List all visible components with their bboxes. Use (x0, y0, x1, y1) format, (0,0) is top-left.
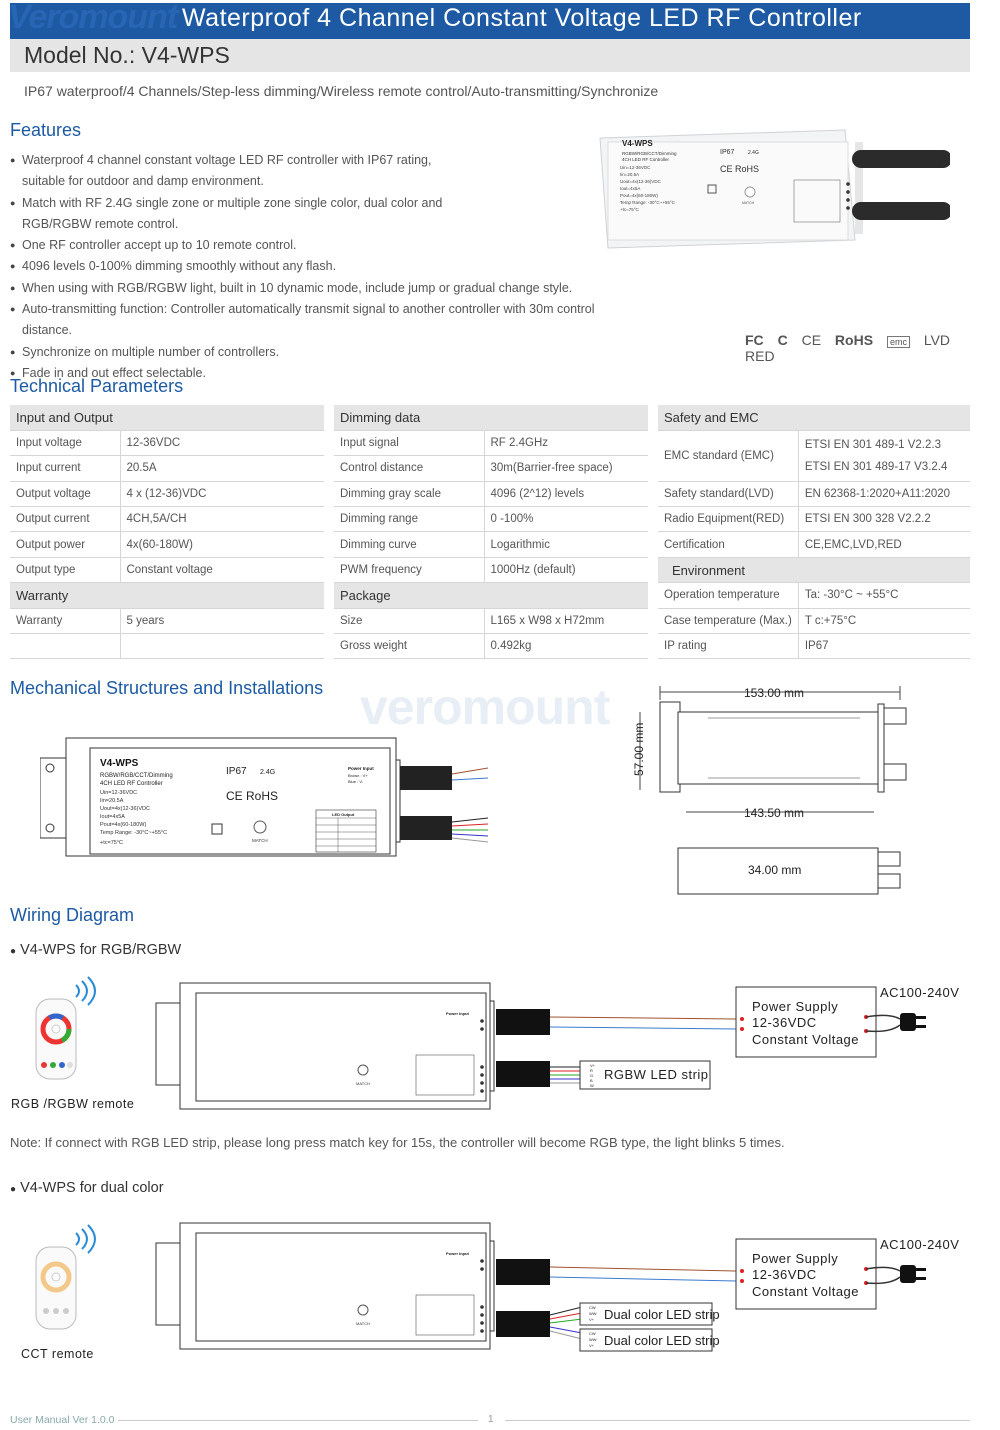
table-row (334, 608, 648, 633)
table-cell: Safety standard(LVD) (658, 481, 798, 506)
strip-pin: V+ (589, 1317, 595, 1322)
table-cell: Size (334, 608, 484, 633)
cct-remote-label: CCT remote (21, 1347, 94, 1361)
list-item: ● When using with RGB/RGBW light, built in 10 dynamic mode, include jump or gradual change style. (10, 278, 610, 299)
table-cell: Dimming curve (334, 532, 484, 557)
list-item: ● Waterproof 4 channel constant voltage LED RF controller with IP67 rating, (10, 150, 610, 171)
dimming-table (334, 405, 648, 659)
model-number: Model No.: V4-WPS (24, 42, 230, 68)
device-photo (590, 120, 950, 270)
wireless-icon (76, 977, 95, 1005)
table-cell: Ta: -30°C ~ +55°C (798, 583, 970, 608)
table-cell: 4096 (2^12) levels (484, 481, 648, 506)
power-cable (496, 1009, 550, 1035)
cert-marks (745, 332, 1000, 364)
table-cell: Input voltage (10, 430, 120, 455)
table-row (658, 507, 970, 532)
device-desc: RGBW/RGB/CCT/Dimming (622, 151, 677, 156)
table-row (658, 430, 970, 481)
table-cell: Radio Equipment(RED) (658, 507, 798, 532)
match-label: MATCH (356, 1081, 370, 1086)
device-spec: Uin=12-36VDC (100, 790, 138, 796)
device-spec: Iout=4x5A (100, 814, 125, 820)
table-cell: Warranty (10, 608, 120, 633)
table-cell: EN 62368-1:2020+A11:2020 (798, 481, 970, 506)
table-row (334, 507, 648, 532)
table-cell: Input current (10, 456, 120, 481)
cable-1 (852, 150, 950, 168)
list-item: RGB/RGBW remote control. (22, 216, 179, 231)
table-header: Safety and EMC (658, 405, 970, 430)
rgb-remote-label: RGB /RGBW remote (11, 1097, 135, 1111)
table-cell: Input signal (334, 430, 484, 455)
io-table (10, 405, 324, 659)
table-header: Dimming data (334, 405, 648, 430)
table-cell: 4CH,5A/CH (120, 507, 324, 532)
device-ip: IP67 (226, 766, 247, 777)
table-row (10, 634, 324, 659)
table-row (10, 507, 324, 532)
rgb-note: Note: If connect with RGB LED strip, please long press match key for 15s, the controller will become RGB type, the light blinks 5 times. (10, 1135, 785, 1150)
ps-line1: Power Supply (752, 1251, 839, 1266)
table-row (10, 557, 324, 582)
table-row (334, 557, 648, 582)
table-cell: 1000Hz (default) (484, 557, 648, 582)
table-cell: CE,EMC,LVD,RED (798, 532, 970, 557)
ce-mark: CE (801, 332, 822, 348)
match-label: MATCH (356, 1321, 370, 1326)
table-cell: 5 years (120, 608, 324, 633)
page-title: Waterproof 4 Channel Constant Voltage LED RF Controller (182, 4, 862, 32)
table-header: Package (334, 583, 648, 608)
table-cell: Output power (10, 532, 120, 557)
strip-pin: CW (589, 1305, 596, 1310)
list-item: ● Auto-transmitting function: Controller automatically transmit signal to another controller with 30m control distance. (10, 299, 610, 342)
rgbw-strip-label: RGBW LED strip (604, 1067, 709, 1082)
table-cell: Case temperature (Max.) (658, 608, 798, 633)
table-cell: Output current (10, 507, 120, 532)
device-spec: Uout=4x(12-36)VDC (100, 806, 150, 812)
table-row (658, 481, 970, 506)
table-cell: ETSI EN 300 328 V2.2.2 (798, 507, 970, 532)
cable-1 (400, 766, 452, 790)
table-cell: 30m(Barrier-free space) (484, 456, 648, 481)
features-list (10, 150, 610, 384)
table-cell: 4 x (12-36)VDC (120, 481, 324, 506)
ac-plug-icon (900, 1265, 916, 1283)
footer-version: User Manual Ver 1.0.0 (10, 1414, 115, 1426)
ps-line1: Power Supply (752, 999, 839, 1014)
device-spec: Temp Range: -30°C~+55°C (100, 830, 168, 836)
brand-logo: Veromount (8, 0, 178, 36)
footer-divider (118, 1420, 478, 1421)
list-item: suitable for outdoor and damp environment. (22, 174, 264, 189)
rgb-wiring-diagram (10, 975, 970, 1125)
ps-line3: Constant Voltage (752, 1032, 860, 1047)
table-row (10, 608, 324, 633)
dim-inner: 143.50 mm (744, 806, 805, 820)
emc-value: ETSI EN 301 489-1 V2.2.3 (804, 438, 941, 451)
device-spec: Pout=4x(60-180W) (100, 822, 147, 828)
dim-length: 153.00 mm (744, 686, 805, 700)
dim-depth: 34.00 mm (748, 863, 802, 877)
cable-2 (400, 816, 452, 840)
table-row (334, 481, 648, 506)
mech-front-drawing (40, 730, 500, 870)
list-item: ● Synchronize on multiple number of controllers. (10, 342, 610, 363)
device-freq: 2.4G (260, 769, 276, 776)
dual-wiring-title: ● V4-WPS for dual color (10, 1180, 164, 1196)
device-desc: RGBW/RGB/CCT/Dimming (100, 773, 173, 779)
ps-line2: 12-36VDC (752, 1015, 817, 1030)
device-spec: +tc=75°C (100, 840, 123, 846)
output-cable (496, 1061, 550, 1087)
table-row (334, 456, 648, 481)
match-button[interactable] (745, 187, 755, 197)
table-row (334, 532, 648, 557)
power-input-label: Power Input (348, 766, 374, 771)
match-button[interactable] (358, 1065, 368, 1075)
fc-mark: FC (745, 332, 764, 348)
device-desc: 4CH LED RF Controller (622, 157, 670, 162)
table-header: Input and Output (10, 405, 324, 430)
device-spec: Temp Range: -30°C~+55°C (620, 200, 675, 205)
tech-heading: Technical Parameters (10, 376, 184, 396)
page-number: 1 (488, 1414, 494, 1425)
list-item: ● Match with RF 2.4G single zone or multiple zone single color, dual color and (10, 193, 610, 214)
strip-pin: WW (589, 1337, 597, 1342)
device-spec: Iin=20.5A (620, 172, 640, 177)
watermark: veromount (360, 679, 610, 735)
match-button[interactable] (358, 1305, 368, 1315)
device-spec: Uin=12-36VDC (620, 165, 651, 170)
table-cell: Output voltage (10, 481, 120, 506)
wireless-icon (76, 1225, 95, 1253)
ce-rohs-mark: CE RoHS (226, 789, 279, 803)
dim-height: 57.00 mm (632, 722, 646, 776)
table-cell (798, 430, 970, 481)
table-row (10, 430, 324, 455)
ps-line2: 12-36VDC (752, 1267, 817, 1282)
table-cell: Control distance (334, 456, 484, 481)
table-cell: Dimming gray scale (334, 481, 484, 506)
table-row (658, 532, 970, 557)
rohs-mark: RoHS (834, 332, 874, 348)
rgb-wiring-title: ● V4-WPS for RGB/RGBW (10, 942, 182, 958)
list-item: ● 4096 levels 0-100% dimming smoothly without any flash. (10, 256, 610, 277)
table-row (658, 583, 970, 608)
led-output-label: LED Output (332, 812, 355, 817)
strip-pin: R (590, 1068, 593, 1073)
table-row (658, 634, 970, 659)
table-row (658, 608, 970, 633)
device-spec: +tc=75°C (620, 207, 639, 212)
table-cell: T c:+75°C (798, 608, 970, 633)
table-cell: 12-36VDC (120, 430, 324, 455)
ac-label: AC100-240V (880, 1237, 960, 1252)
cable-2 (852, 202, 950, 220)
device-spec: Iin=20.5A (100, 798, 124, 804)
c-mark: C (777, 332, 788, 348)
strip-pin: WW (589, 1311, 597, 1316)
dual-strip-label-2: Dual color LED strip (604, 1333, 720, 1348)
device-spec: Uout=4x(12-36)VDC (620, 179, 661, 184)
rgb-wiring-label: V4-WPS for RGB/RGBW (20, 942, 182, 958)
output-cable (496, 1311, 550, 1337)
dual-strip-label-1: Dual color LED strip (604, 1307, 720, 1322)
table-cell: IP rating (658, 634, 798, 659)
lvd-mark: LVD (923, 332, 951, 348)
emc-mark: emc (887, 336, 910, 348)
table-cell: 0.492kg (484, 634, 648, 659)
table-cell: EMC standard (EMC) (658, 430, 798, 481)
device-ip: IP67 (720, 149, 735, 156)
device-desc: 4CH LED RF Controller (100, 781, 163, 787)
brown-label: Brown : V+ (348, 773, 368, 778)
dual-wiring-label: V4-WPS for dual color (20, 1180, 164, 1196)
red-mark: RED (745, 348, 775, 364)
table-cell: Logarithmic (484, 532, 648, 557)
table-row (10, 532, 324, 557)
table-cell: RF 2.4GHz (484, 430, 648, 455)
table-cell: Output type (10, 557, 120, 582)
table-cell: Gross weight (334, 634, 484, 659)
wiring-heading: Wiring Diagram (10, 905, 135, 925)
ac-plug-icon (900, 1013, 916, 1031)
emc-value: ETSI EN 301 489-17 V3.2.4 (804, 460, 948, 473)
blue-label: Blue : V- (348, 779, 364, 784)
table-cell (120, 634, 324, 659)
table-header: Warranty (10, 583, 324, 608)
strip-pin: V+ (589, 1343, 595, 1348)
strip-pin: G (590, 1073, 594, 1078)
table-cell: IP67 (798, 634, 970, 659)
match-label: MATCH (742, 201, 755, 205)
strip-pin: V+ (590, 1063, 596, 1068)
table-row (10, 456, 324, 481)
strip-pin: W (590, 1083, 594, 1088)
power-input-label: Power Input (446, 1251, 469, 1256)
table-row (10, 481, 324, 506)
ps-line3: Constant Voltage (752, 1284, 860, 1299)
match-button[interactable] (254, 821, 266, 833)
footer-divider (505, 1420, 970, 1421)
ce-rohs-mark: CE RoHS (720, 164, 760, 174)
table-row (334, 634, 648, 659)
table-cell: 4x(60-180W) (120, 532, 324, 557)
table-cell: PWM frequency (334, 557, 484, 582)
table-cell: Constant voltage (120, 557, 324, 582)
features-heading: Features (10, 120, 82, 140)
table-cell: Certification (658, 532, 798, 557)
device-spec: Iout=4x5A (620, 186, 641, 191)
table-cell: Dimming range (334, 507, 484, 532)
table-cell: Operation temperature (658, 583, 798, 608)
table-header: Environment (658, 557, 970, 582)
mech-heading: Mechanical Structures and Installations (10, 678, 324, 698)
device-spec: Pout=4x(60-180W) (620, 193, 658, 198)
strip-pin: B (590, 1078, 593, 1083)
table-row (334, 430, 648, 455)
power-input-label: Power Input (446, 1011, 469, 1016)
table-cell (10, 634, 120, 659)
safety-table (658, 405, 970, 659)
device-model: V4-WPS (622, 139, 653, 148)
table-cell: 20.5A (120, 456, 324, 481)
match-label: MATCH (252, 838, 268, 843)
device-model: V4-WPS (100, 758, 139, 769)
table-cell: L165 x W98 x H72mm (484, 608, 648, 633)
device-freq: 2.4G (748, 150, 759, 156)
subtitle: IP67 waterproof/4 Channels/Step-less dimming/Wireless remote control/Auto-transmitting/Synchronize (24, 83, 659, 99)
table-cell: 0 -100% (484, 507, 648, 532)
list-item: ● One RF controller accept up to 10 remote control. (10, 235, 610, 256)
ac-label: AC100-240V (880, 985, 960, 1000)
power-cable (496, 1259, 550, 1285)
strip-pin: CW (589, 1331, 596, 1336)
list-item: ● Fade in and out effect selectable. (10, 363, 610, 384)
